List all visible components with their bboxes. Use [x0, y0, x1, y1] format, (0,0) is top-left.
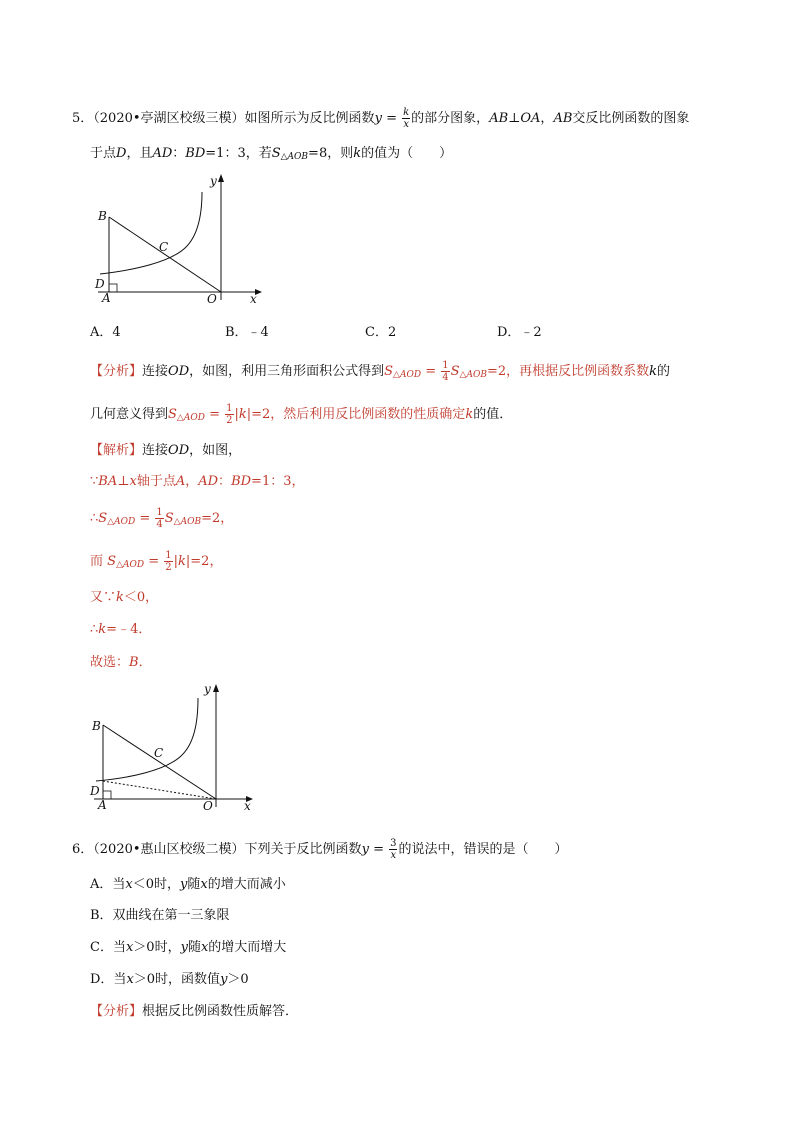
q5-option-c: C．2 — [365, 325, 397, 340]
label-y: y — [204, 682, 211, 696]
q5-solution-line3: $\therefore S_{\triangle AOD}$ = $\frac{1}{4}$ $S_{\triangle AOB}=2$， — [90, 507, 234, 530]
fraction-3-over-x: $\frac{3}{x}$ — [390, 838, 397, 861]
label-x: x — [250, 292, 257, 305]
y-axis-arrow — [213, 684, 219, 692]
segment-bo — [103, 725, 216, 799]
fraction-k-over-x: $\frac{k}{x}$ — [403, 107, 410, 130]
q5-stem-line2: 于点D，且AD：BD=1：3，若$S_{\triangle AOB}=8$，则k的值为（ ） — [90, 146, 453, 162]
q5-solution-line7: 故选：B． — [90, 655, 152, 670]
q5-solution-line1: 【解析】连接OD，如图， — [90, 443, 242, 458]
label-d: D — [90, 784, 100, 798]
q5-solution-line5: 又∵k＜0， — [90, 590, 159, 605]
q5-solution-line4: 而 $S_{\triangle AOD}$ = $\frac{1}{2}$ |k|=2， — [90, 550, 223, 573]
label-b: B — [92, 719, 101, 733]
q6-option-a: A．当x＜0时，y随x的增大而减小 — [90, 877, 286, 892]
label-a: A — [102, 291, 111, 305]
solution-tag: 【解析】 — [90, 443, 143, 458]
label-o: O — [203, 799, 213, 813]
label-a: A — [98, 798, 107, 812]
q5-option-d: D．﹣2 — [497, 325, 542, 340]
q6-analysis: 【分析】根据反比例函数性质解答． — [90, 1004, 299, 1019]
label-y: y — [210, 174, 217, 188]
q6-stem: 6．（2020•惠山区校级二模）下列关于反比例函数y = $\frac{3}{x}$ 的说法中，错误的是（ ） — [72, 838, 568, 861]
q5-source: （2020•亭湖区校级三模） — [93, 111, 245, 126]
segment-bo — [109, 217, 221, 292]
q5-analysis-line2: 几何意义得到$S_{\triangle AOD}$ = $\frac{1}{2}$ |k|=2，然后利用反比例函数的性质确定k的值． — [90, 403, 513, 426]
q5-stem-line1: 5．（2020•亭湖区校级三模）如图所示为反比例函数y = $\frac{k}{x}$ 的部分图象，AB⊥OA，AB交反比例函数的图象 — [72, 107, 690, 130]
q6-option-c: C．当x＞0时，y随x的增大而增大 — [90, 940, 287, 955]
q5-option-a: A．4 — [90, 325, 121, 340]
hyperbola-curve — [96, 698, 198, 781]
label-b: B — [98, 209, 107, 223]
y-axis-arrow — [218, 174, 224, 182]
label-o: O — [207, 292, 217, 305]
q6-option-b: B．双曲线在第一三象限 — [90, 908, 230, 923]
dotted-segment-do — [103, 781, 216, 799]
q5-number: 5． — [72, 111, 94, 126]
q5-option-b: B．﹣4 — [225, 325, 269, 340]
label-x: x — [244, 799, 251, 813]
q5-figure — [90, 170, 270, 305]
q5-solution-line6: ∴k=﹣4． — [90, 622, 152, 637]
q6-option-d: D．当x＞0时，函数值y＞0 — [90, 972, 249, 987]
label-c: C — [159, 240, 169, 254]
q5-solution-figure — [86, 680, 266, 815]
label-c: C — [154, 746, 164, 760]
q6-source: （2020•惠山区校级二模） — [93, 842, 245, 857]
q5-solution-line2: ∵BA⊥x轴于点A，AD：BD=1：3， — [90, 474, 305, 489]
q6-number: 6． — [72, 842, 94, 857]
analysis-tag: 【分析】 — [90, 1004, 143, 1019]
hyperbola-curve — [100, 192, 202, 274]
label-d: D — [95, 277, 105, 291]
analysis-tag: 【分析】 — [90, 364, 143, 379]
q5-analysis-line1: 【分析】连接OD，如图，利用三角形面积公式得到$S_{\triangle AOD}$ = $\frac{1}{4}$ $S_{\triangle AOB}=2$，再根据反比例函数系数k的 — [90, 360, 671, 383]
